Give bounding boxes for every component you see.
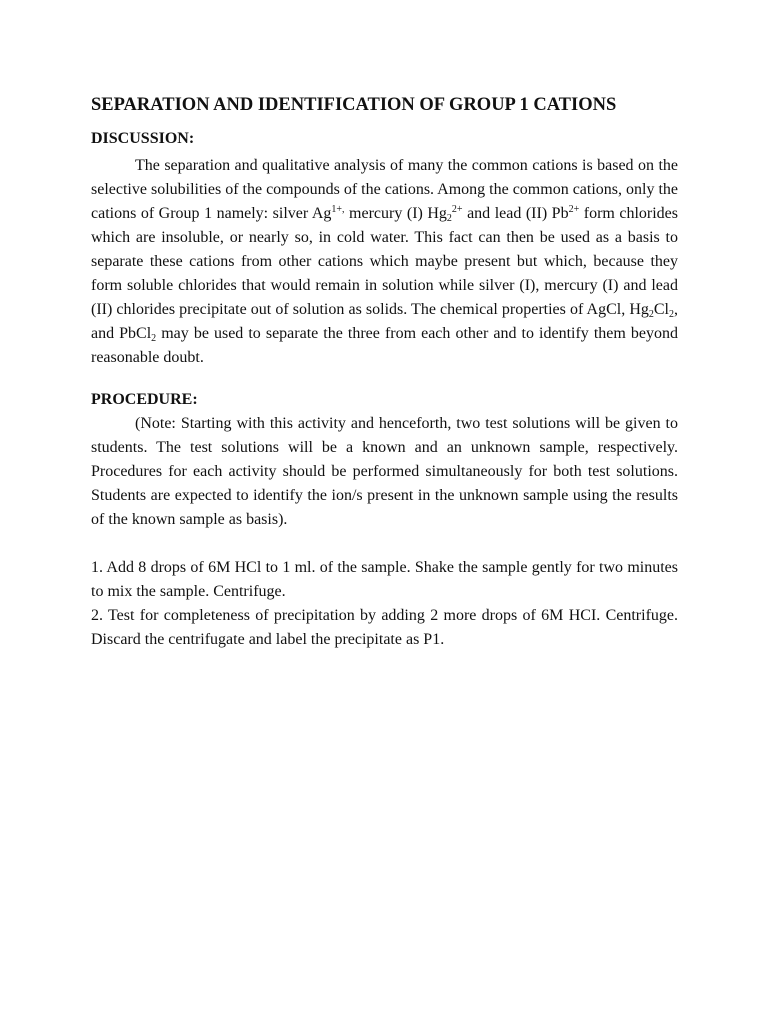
mercury-ion-charge: 2+	[451, 204, 463, 215]
hg2cl2-hg-subscript: 2	[648, 309, 654, 320]
discussion-heading: DISCUSSION:	[91, 130, 195, 147]
lead-ion-charge: 2+	[568, 204, 580, 215]
discussion-paragraph	[91, 154, 678, 370]
procedure-step-1: 1. Add 8 drops of 6M HCl to 1 ml. of the sample. Shake the sample gently for two minutes to mix the sample. Centrifuge.	[91, 559, 678, 600]
discussion-text-5: Cl	[653, 301, 669, 318]
procedure-step-2: 2. Test for completeness of precipitation by adding 2 more drops of 6M HCI. Centrifuge. Discard the centrifugate and label the precipitate as P1.	[91, 607, 678, 648]
discussion-text-4: form chlorides which are insoluble, or nearly so, in cold water. This fact can then be used as a basis to separate these cations from other cations which maybe present but which, because they form soluble chlorides that would remain in solution while silver (I), mercury (I) and lead (II) chlorides precipitate out of solution as solids. The chemical properties of AgCl, Hg	[91, 205, 679, 318]
procedure-heading: PROCEDURE:	[91, 391, 198, 408]
document-page	[91, 92, 678, 652]
pbcl2-subscript: 2	[151, 333, 157, 344]
silver-ion-charge: 1+,	[331, 204, 345, 215]
procedure-note: (Note: Starting with this activity and henceforth, two test solutions will be given to students. The test solutions will be a known and an unknown sample, respectively. Procedures for each activity should be performed simultaneously for both test solutions. Students are expected to identify the ion/s present in the unknown sample using the results of the known sample as basis).	[91, 415, 678, 528]
document-title: SEPARATION AND IDENTIFICATION OF GROUP 1 CATIONS	[91, 95, 617, 115]
discussion-text-2: mercury (I) Hg	[344, 205, 447, 222]
discussion-text-7: may be used to separate the three from each other and to identify them beyond reasonable doubt.	[91, 325, 678, 366]
hg2cl2-cl-subscript: 2	[669, 309, 674, 320]
mercury-subscript: 2	[446, 213, 452, 224]
discussion-text-3: and lead (II) Pb	[462, 205, 569, 222]
discussion-text-1: The separation and qualitative analysis of many the common cations is based on the selective solubilities of the compounds of the cations. Among the common cations, only the cations of Group 1 namely: silver Ag	[91, 157, 679, 222]
discussion-text-6: , and PbCl	[91, 301, 678, 342]
